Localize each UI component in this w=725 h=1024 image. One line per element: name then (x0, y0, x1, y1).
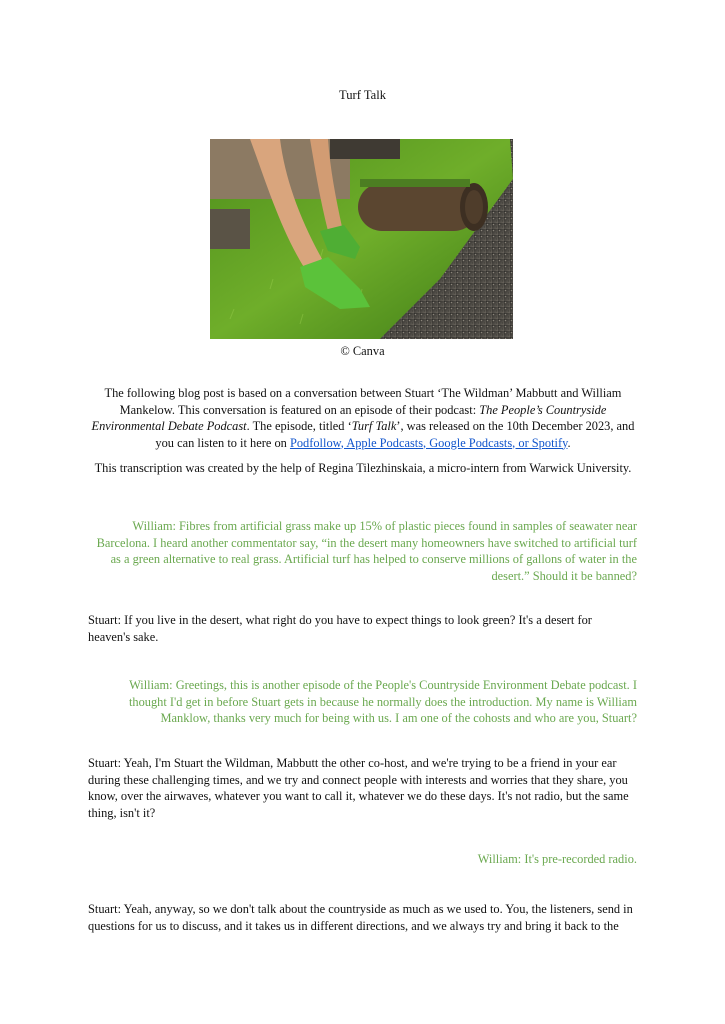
transcription-credit: This transcription was created by the help of Regina Tilezhinskaia, a micro-intern from Warwick University. (94, 461, 632, 475)
stuart-line: Stuart: Yeah, anyway, so we don't talk about the countryside as much as we used to. You, the listeners, send in questions for us to discuss, and it takes us in different directions, and we always try and bring it back to the (88, 902, 633, 933)
intro-paragraph (89, 385, 637, 451)
podcast-name: The People’s Countryside Environmental Debate Podcast (91, 402, 607, 433)
intro-text: . The episode, titled ‘ (246, 419, 352, 433)
image-caption: © Canva (340, 344, 385, 358)
page-title: Turf Talk (338, 88, 387, 102)
william-line: William: It's pre-recorded radio. (477, 852, 637, 866)
episode-title: Turf Talk (351, 419, 397, 433)
stuart-line: Stuart: If you live in the desert, what right do you have to expect things to look green? It's a desert for heaven's sake. (88, 613, 592, 644)
william-line: William: Fibres from artificial grass make up 15% of plastic pieces found in samples of seawater near Barcelona. I heard another commentator say, “in the desert many homeowners have switched to artificial turf as a green alternative to real grass. Artificial turf has helped to conserve millions of gallons of water in the desert.” Should it be banned? (96, 519, 637, 583)
turf-laying-photo (210, 139, 513, 339)
podcast-links[interactable]: Podfollow, Apple Podcasts, Google Podcasts, or Spotify (289, 435, 568, 450)
intro-text: The following blog post is based on a conversation between Stuart ‘The Wildman’ Mabbutt and William Mankelow. This conversation is featured on an episode of their podcast: (104, 386, 622, 417)
stuart-line: Stuart: Yeah, I'm Stuart the Wildman, Mabbutt the other co-host, and we're trying to be a friend in your ear during these challenging times, and we try and connect people with interests and worries that they share, you know, over the airwaves, whatever you want to call it, whatever we do these days. It's not radio, but the same thing, isn't it? (88, 756, 629, 820)
intro-text: . (567, 435, 571, 450)
william-line: William: Greetings, this is another episode of the People's Countryside Environment Debate podcast. I thought I'd get in before Stuart gets in because he normally does the introduction. My name is William Manklow, thanks very much for being with us. I am one of the cohosts and who are you, Stuart? (128, 678, 637, 725)
intro-text: ’, was released on the 10th December 2023, and you can listen to it here on (155, 419, 635, 450)
